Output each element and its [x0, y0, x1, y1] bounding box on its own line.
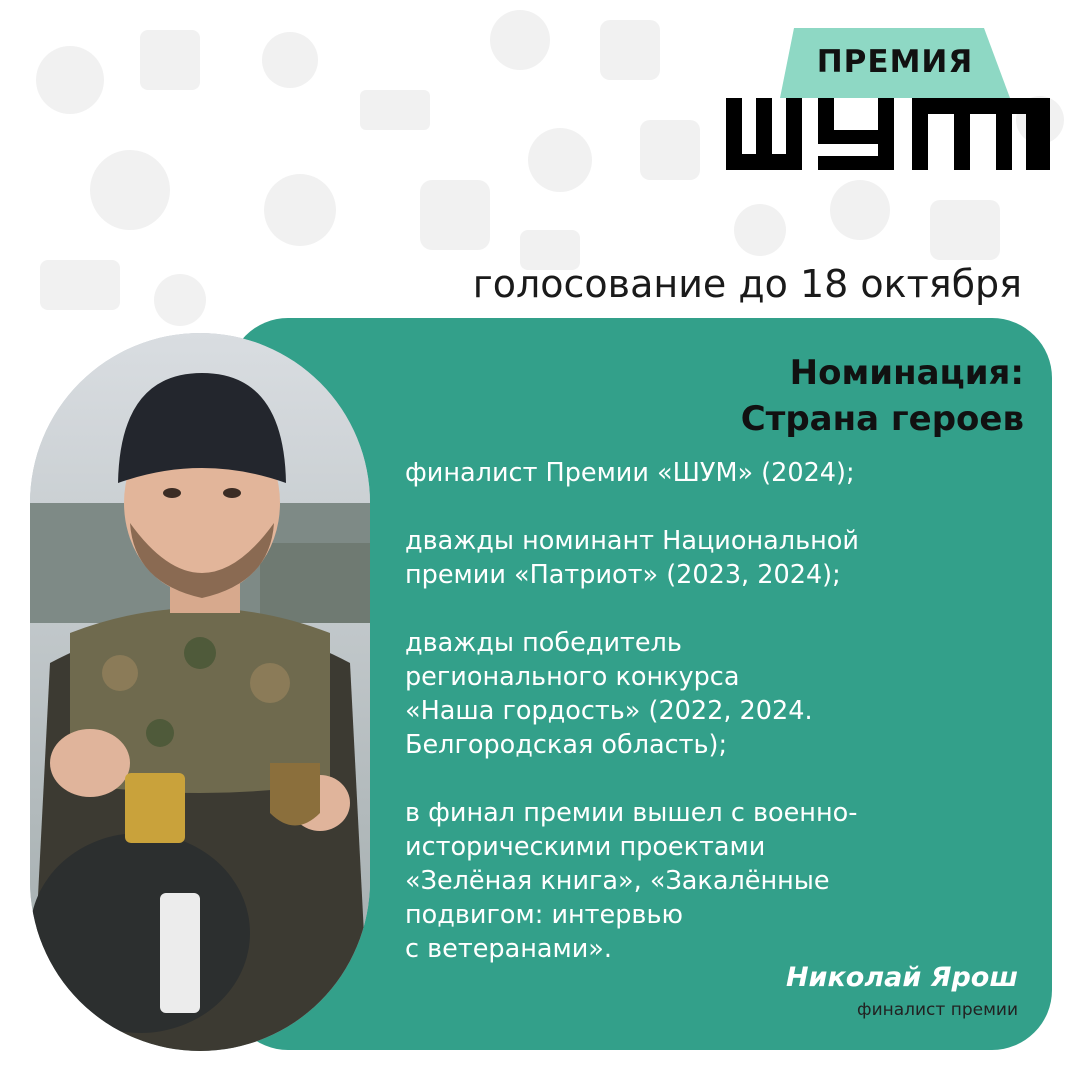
achievement-item: финалист Премии «ШУМ» (2024);	[405, 458, 855, 488]
logo-wordmark	[726, 98, 1056, 170]
finalist-name: Николай Ярош	[785, 962, 1018, 993]
achievement-item: дважды номинант Национальной премии «Патриот» (2023, 2024);	[405, 526, 859, 590]
finalist-role: финалист премии	[857, 1000, 1018, 1020]
portrait-illustration	[30, 333, 370, 1051]
finalist-photo	[30, 333, 370, 1051]
nomination-label: Номинация:	[789, 353, 1024, 393]
voting-deadline: голосование до 18 октября	[472, 262, 1022, 306]
achievement-item: дважды победитель регионального конкурса «Наша гордость» (2022, 2024. Белгородская область);	[405, 628, 813, 760]
achievement-item: в финал премии вышел с военно- историческими проектами «Зелёная книга», «Закалённые подвигом: интервью с ветеранами».	[405, 798, 858, 964]
nomination-name: Страна героев	[740, 399, 1024, 439]
nomination-title	[741, 350, 1024, 442]
logo-badge-text: ПРЕМИЯ	[816, 44, 974, 80]
achievements-list	[405, 456, 1045, 1000]
